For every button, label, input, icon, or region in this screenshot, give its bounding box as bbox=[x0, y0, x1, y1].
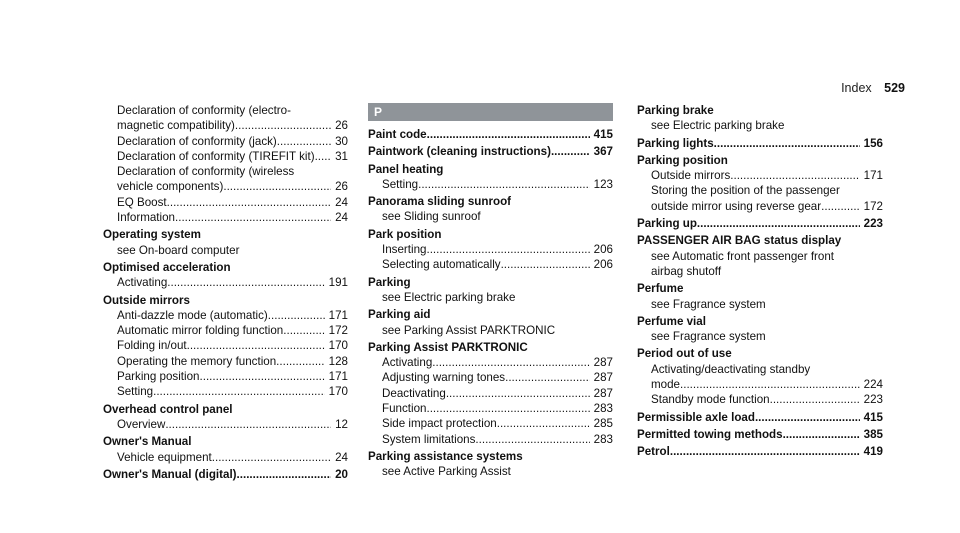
index-subentry bbox=[368, 370, 613, 385]
leader-dots bbox=[770, 392, 860, 407]
leader-dots bbox=[427, 127, 590, 142]
leader-dots bbox=[446, 386, 590, 401]
index-entry bbox=[368, 307, 613, 338]
entry-text: Overhead control panel bbox=[103, 402, 233, 416]
entry-text: see Active Parking Assist bbox=[382, 465, 511, 479]
entry-text: Overview bbox=[117, 417, 166, 431]
page-ref: 367 bbox=[593, 145, 613, 159]
entry-text: Parking Assist PARKTRONIC bbox=[368, 340, 528, 354]
page-ref: 191 bbox=[328, 276, 348, 290]
entry-text: Parking position bbox=[117, 370, 200, 384]
index-entry bbox=[637, 216, 883, 231]
entry-text: Adjusting warning tones bbox=[382, 371, 506, 385]
index-heading bbox=[637, 410, 883, 425]
entry-text: see Electric parking brake bbox=[651, 119, 785, 133]
page-ref: 171 bbox=[863, 169, 883, 183]
index-heading bbox=[103, 260, 348, 275]
index-heading bbox=[637, 216, 883, 231]
index-column-3 bbox=[637, 103, 883, 460]
index-subentry bbox=[637, 118, 883, 133]
index-heading bbox=[368, 162, 613, 177]
entry-text: see Sliding sunroof bbox=[382, 210, 481, 224]
leader-dots bbox=[277, 134, 331, 149]
entry-text: Setting bbox=[382, 177, 419, 191]
index-heading bbox=[637, 233, 883, 248]
entry-text: Parking up bbox=[637, 217, 697, 231]
entry-text: Petrol bbox=[637, 445, 670, 459]
page-ref: 287 bbox=[593, 371, 613, 385]
entry-text: Declaration of conformity (jack) bbox=[117, 134, 277, 148]
index-entry bbox=[103, 103, 348, 225]
index-subentry bbox=[368, 290, 613, 305]
page-ref: 415 bbox=[863, 410, 883, 424]
entry-text: Setting bbox=[117, 385, 154, 399]
entry-text: Optimised acceleration bbox=[103, 260, 231, 274]
index-entry bbox=[637, 281, 883, 312]
index-subentry bbox=[368, 323, 613, 338]
index-heading bbox=[637, 136, 883, 151]
index-entry bbox=[103, 434, 348, 465]
index-subentry bbox=[637, 297, 883, 312]
index-subentry bbox=[368, 386, 613, 401]
page-ref: 206 bbox=[593, 258, 613, 272]
index-entry bbox=[103, 260, 348, 291]
entry-text: Period out of use bbox=[637, 347, 732, 361]
index-subentry bbox=[637, 377, 883, 392]
page-ref: 415 bbox=[593, 128, 613, 141]
leader-dots bbox=[237, 467, 332, 482]
index-subentry bbox=[103, 179, 348, 194]
index-entry bbox=[637, 103, 883, 134]
page-ref: 26 bbox=[335, 119, 348, 133]
leader-dots bbox=[165, 417, 331, 432]
entry-text: Declaration of conformity (TIREFIT kit) bbox=[117, 149, 315, 163]
index-heading bbox=[368, 307, 613, 322]
page-number: 529 bbox=[884, 81, 905, 95]
page-ref: 12 bbox=[335, 417, 348, 431]
page-ref: 128 bbox=[328, 354, 348, 368]
index-subentry bbox=[103, 275, 348, 290]
page-ref: 385 bbox=[863, 427, 883, 441]
index-subentry bbox=[103, 323, 348, 338]
leader-dots bbox=[755, 410, 860, 425]
index-subentry bbox=[637, 392, 883, 407]
entry-text: Automatic mirror folding function bbox=[117, 324, 284, 338]
entry-text: Declaration of conformity (electro- bbox=[117, 104, 291, 117]
index-heading bbox=[368, 127, 613, 142]
index-subentry bbox=[103, 384, 348, 399]
index-entry bbox=[368, 275, 613, 306]
page-ref: 285 bbox=[593, 417, 613, 431]
leader-dots bbox=[153, 384, 325, 399]
index-subentry bbox=[103, 338, 348, 353]
index-entry bbox=[103, 293, 348, 400]
index-heading bbox=[637, 427, 883, 442]
entry-text: Standby mode function bbox=[651, 393, 770, 407]
entry-text: Anti-dazzle mode (automatic) bbox=[117, 308, 268, 322]
index-subentry bbox=[637, 183, 883, 198]
index-heading bbox=[368, 144, 613, 159]
index-entry bbox=[103, 227, 348, 258]
entry-text: Panorama sliding sunroof bbox=[368, 195, 512, 209]
index-entry bbox=[637, 444, 883, 459]
page-ref: 170 bbox=[328, 385, 348, 399]
leader-dots bbox=[501, 257, 590, 272]
entry-text: Deactivating bbox=[382, 386, 446, 400]
entry-text: System limitations bbox=[382, 432, 476, 446]
index-subentry bbox=[103, 103, 348, 118]
entry-text: Panel heating bbox=[368, 162, 444, 176]
leader-dots bbox=[432, 355, 589, 370]
entry-text: Parking aid bbox=[368, 308, 431, 322]
leader-dots bbox=[821, 199, 860, 214]
entry-text: Function bbox=[382, 402, 427, 416]
page-ref: 287 bbox=[593, 386, 613, 400]
entry-text: Inserting bbox=[382, 243, 427, 257]
index-heading bbox=[103, 293, 348, 308]
leader-dots bbox=[418, 177, 590, 192]
entry-text: Side impact protection bbox=[382, 417, 497, 431]
page-ref: 223 bbox=[863, 217, 883, 231]
index-subentry bbox=[103, 369, 348, 384]
entry-text: Permissible axle load bbox=[637, 410, 755, 424]
entry-text: see Fragrance system bbox=[651, 297, 766, 311]
index-heading bbox=[103, 467, 348, 482]
index-subentry bbox=[368, 355, 613, 370]
index-heading bbox=[368, 449, 613, 464]
leader-dots bbox=[680, 377, 860, 392]
entry-text: Perfume vial bbox=[637, 314, 706, 328]
entry-text: Parking assistance systems bbox=[368, 449, 523, 463]
page-ref: 123 bbox=[593, 177, 613, 191]
page-ref: 171 bbox=[328, 370, 348, 384]
leader-dots bbox=[670, 444, 860, 459]
leader-dots bbox=[283, 323, 324, 338]
entry-text: Outside mirrors bbox=[103, 293, 190, 307]
index-heading bbox=[368, 194, 613, 209]
entry-text: Selecting automatically bbox=[382, 258, 501, 272]
index-heading bbox=[637, 153, 883, 168]
leader-dots bbox=[426, 242, 589, 257]
entry-text: Paintwork (cleaning instructions) bbox=[368, 145, 551, 159]
page-ref: 283 bbox=[593, 432, 613, 446]
index-column-1 bbox=[103, 103, 348, 482]
entry-text: Storing the position of the passenger bbox=[651, 184, 840, 198]
index-entry bbox=[368, 227, 613, 273]
entry-text: mode bbox=[651, 378, 681, 392]
index-subentry bbox=[637, 168, 883, 183]
index-entry bbox=[637, 136, 883, 151]
section-letter-header: P bbox=[368, 103, 613, 121]
index-subentry bbox=[637, 249, 883, 264]
leader-dots bbox=[697, 216, 860, 231]
leader-dots bbox=[175, 210, 331, 225]
leader-dots bbox=[497, 416, 590, 431]
entry-text: Folding in/out bbox=[117, 339, 187, 353]
index-entry bbox=[103, 467, 348, 482]
index-entry bbox=[637, 233, 883, 279]
page-header bbox=[841, 81, 905, 95]
index-subentry bbox=[103, 417, 348, 432]
entry-text: Activating bbox=[117, 276, 168, 290]
leader-dots bbox=[714, 136, 860, 151]
index-subentry bbox=[368, 177, 613, 192]
index-subentry bbox=[103, 354, 348, 369]
index-heading bbox=[637, 103, 883, 118]
leader-dots bbox=[167, 275, 324, 290]
entry-text: Information bbox=[117, 211, 175, 225]
index-entry bbox=[637, 410, 883, 425]
leader-dots bbox=[426, 401, 589, 416]
page-ref: 24 bbox=[335, 195, 348, 209]
index-subentry bbox=[103, 243, 348, 258]
page-ref: 287 bbox=[593, 356, 613, 370]
entry-text: EQ Boost bbox=[117, 195, 167, 209]
entry-text: Permitted towing methods bbox=[637, 427, 783, 441]
entry-text: Parking position bbox=[637, 153, 728, 167]
leader-dots bbox=[167, 195, 331, 210]
index-subentry bbox=[103, 149, 348, 164]
index-heading bbox=[103, 227, 348, 242]
index-subentry bbox=[368, 242, 613, 257]
entry-text: Paint code bbox=[368, 128, 427, 141]
index-subentry bbox=[637, 362, 883, 377]
entry-text: Parking lights bbox=[637, 136, 714, 150]
index-entry bbox=[637, 153, 883, 214]
header-section-label: Index bbox=[841, 81, 872, 95]
entry-text: Vehicle equipment bbox=[117, 450, 212, 464]
page-ref: 24 bbox=[335, 211, 348, 225]
index-entry bbox=[368, 340, 613, 447]
index-entry bbox=[368, 449, 613, 480]
entry-text: Perfume bbox=[637, 282, 684, 296]
index-heading bbox=[103, 434, 348, 449]
page-ref: 223 bbox=[863, 393, 883, 407]
entry-text: see Electric parking brake bbox=[382, 290, 516, 304]
entry-text: magnetic compatibility) bbox=[117, 119, 235, 133]
entry-text: PASSENGER AIR BAG status display bbox=[637, 234, 842, 248]
leader-dots bbox=[551, 144, 590, 159]
index-heading bbox=[103, 402, 348, 417]
index-heading bbox=[368, 340, 613, 355]
index-heading bbox=[637, 444, 883, 459]
leader-dots bbox=[315, 149, 332, 164]
leader-dots bbox=[200, 369, 325, 384]
index-entry bbox=[368, 162, 613, 193]
leader-dots bbox=[235, 118, 331, 133]
index-subentry bbox=[103, 195, 348, 210]
entry-text: Declaration of conformity (wireless bbox=[117, 165, 295, 179]
page-ref: 170 bbox=[328, 339, 348, 353]
index-heading bbox=[368, 227, 613, 242]
index-subentry bbox=[637, 329, 883, 344]
entry-text: Parking bbox=[368, 275, 411, 289]
page-ref: 206 bbox=[593, 243, 613, 257]
index-subentry bbox=[103, 134, 348, 149]
index-entry bbox=[637, 314, 883, 345]
leader-dots bbox=[475, 432, 589, 447]
index-subentry bbox=[103, 450, 348, 465]
index-subentry bbox=[103, 164, 348, 179]
entry-text: see On-board computer bbox=[117, 243, 240, 257]
entry-text: Park position bbox=[368, 227, 442, 241]
entry-text: Parking brake bbox=[637, 104, 714, 117]
index-subentry bbox=[368, 257, 613, 272]
index-entry bbox=[637, 427, 883, 442]
page-ref: 172 bbox=[863, 199, 883, 213]
page-ref: 156 bbox=[863, 136, 883, 150]
index-heading bbox=[637, 346, 883, 361]
index-heading bbox=[368, 275, 613, 290]
entry-text: Owner's Manual (digital) bbox=[103, 467, 237, 481]
leader-dots bbox=[505, 370, 590, 385]
index-entry bbox=[103, 402, 348, 433]
index-entry bbox=[368, 127, 613, 142]
entry-text: see Automatic front passenger front bbox=[651, 249, 835, 263]
index-subentry bbox=[103, 210, 348, 225]
entry-text: Outside mirrors bbox=[651, 169, 731, 183]
index-entry bbox=[368, 144, 613, 159]
leader-dots bbox=[268, 308, 325, 323]
page-ref: 224 bbox=[863, 378, 883, 392]
index-subentry bbox=[103, 118, 348, 133]
index-entry bbox=[637, 346, 883, 407]
page-ref: 31 bbox=[335, 149, 348, 163]
leader-dots bbox=[276, 354, 324, 369]
index-subentry bbox=[637, 199, 883, 214]
page-ref: 171 bbox=[328, 308, 348, 322]
page-ref: 419 bbox=[863, 445, 883, 459]
page-ref: 30 bbox=[335, 134, 348, 148]
page-ref: 172 bbox=[328, 324, 348, 338]
index-entry bbox=[368, 194, 613, 225]
page-ref: 24 bbox=[335, 450, 348, 464]
index-subentry bbox=[368, 464, 613, 479]
index-subentry bbox=[637, 264, 883, 279]
page-ref: 283 bbox=[593, 402, 613, 416]
index-heading bbox=[637, 314, 883, 329]
entry-text: outside mirror using reverse gear bbox=[651, 199, 822, 213]
index-subentry bbox=[103, 308, 348, 323]
leader-dots bbox=[212, 450, 331, 465]
entry-text: vehicle components) bbox=[117, 180, 224, 194]
page-ref: 26 bbox=[335, 180, 348, 194]
leader-dots bbox=[223, 179, 331, 194]
entry-text: Operating system bbox=[103, 228, 201, 242]
entry-text: Owner's Manual bbox=[103, 435, 192, 449]
index-subentry bbox=[368, 416, 613, 431]
leader-dots bbox=[730, 168, 859, 183]
entry-text: Activating bbox=[382, 356, 433, 370]
leader-dots bbox=[783, 427, 860, 442]
entry-text: airbag shutoff bbox=[651, 264, 722, 278]
entry-text: see Parking Assist PARKTRONIC bbox=[382, 323, 556, 337]
index-subentry bbox=[368, 209, 613, 224]
index-subentry bbox=[368, 401, 613, 416]
index-heading bbox=[637, 281, 883, 296]
entry-text: Activating/deactivating standby bbox=[651, 362, 811, 376]
index-subentry bbox=[368, 432, 613, 447]
entry-text: Operating the memory function bbox=[117, 354, 277, 368]
entry-text: see Fragrance system bbox=[651, 330, 766, 344]
leader-dots bbox=[187, 338, 325, 353]
index-column-2 bbox=[368, 103, 613, 480]
page-ref: 20 bbox=[335, 467, 348, 481]
